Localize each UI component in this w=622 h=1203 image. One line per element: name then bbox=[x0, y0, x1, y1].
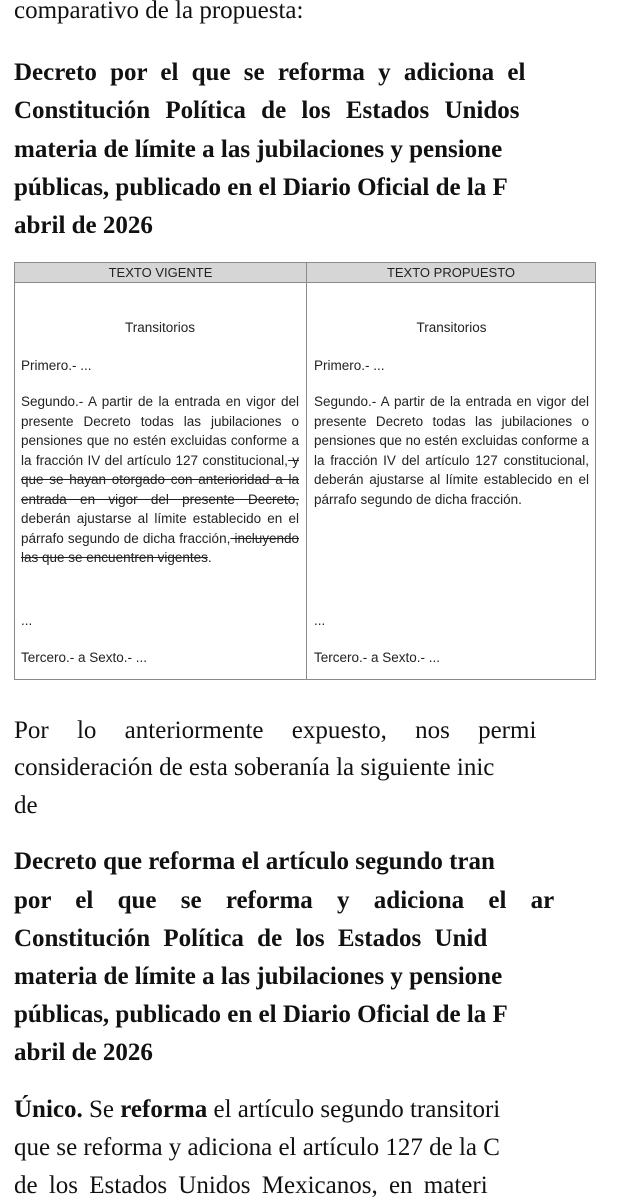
unico-bold: reforma bbox=[120, 1096, 208, 1123]
table-header-row bbox=[15, 263, 595, 283]
left-segundo-struck: incluyendo las que se encuentren vigentes bbox=[21, 530, 299, 565]
paragraph-1-line: Por lo anteriormente expuesto, nos permi bbox=[14, 717, 537, 744]
left-segundo bbox=[21, 392, 299, 568]
right-ellipsis: ... bbox=[314, 613, 326, 628]
intro-text: comparativo de la propuesta: bbox=[14, 0, 304, 24]
left-segundo-text: deberán ajustarse al límite establecido en el párrafo segundo de dicha fracción, bbox=[21, 511, 299, 546]
decree-title-2-line: Constitución Política de los Estados Unid bbox=[14, 925, 488, 952]
decree-title-2-line: materia de límite a las jubilaciones y pensione bbox=[14, 963, 503, 990]
left-segundo-text: . bbox=[207, 550, 212, 565]
decree-title-1-line: públicas, publicado en el Diario Oficial de la F bbox=[14, 174, 508, 201]
right-heading: Transitorios bbox=[416, 320, 487, 335]
decree-title-2-line: Decreto que reforma el artículo segundo tran bbox=[14, 848, 495, 875]
left-segundo-text: Segundo.- A partir de la entrada en vigor del presente Decreto todas las jubilaciones o pensiones que no estén excluidas conforme a la fracción IV del artículo 127 constitucional, bbox=[21, 394, 299, 468]
column-divider bbox=[306, 263, 307, 679]
header-texto-propuesto: TEXTO PROPUESTO bbox=[386, 265, 516, 280]
left-segundo-struck: y que se hayan otorgado con anterioridad a la entrada en vigor del presente Decreto, bbox=[21, 452, 299, 507]
decree-title-1-line: Decreto por el que se reforma y adiciona el bbox=[14, 59, 526, 86]
comparison-table bbox=[14, 262, 596, 680]
paragraph-1-line: de bbox=[14, 792, 38, 819]
unico-line bbox=[14, 1093, 500, 1127]
right-tercero: Tercero.- a Sexto.- ... bbox=[314, 650, 441, 665]
unico-text: el artículo segundo transitori bbox=[207, 1096, 501, 1123]
left-tercero: Tercero.- a Sexto.- ... bbox=[21, 650, 148, 665]
unico-label: Único. bbox=[14, 1096, 83, 1123]
header-texto-vigente: TEXTO VIGENTE bbox=[108, 265, 213, 280]
unico-line: de los Estados Unidos Mexicanos, en materi bbox=[14, 1172, 488, 1199]
right-segundo: Segundo.- A partir de la entrada en vigor del presente Decreto todas las jubilaciones o pensiones que no estén excluidas conforme a la fracción IV del artículo 127 constitucional, deberán ajustarse al límite establecido en el párrafo segundo de dicha fracción. bbox=[314, 394, 589, 507]
left-primero: Primero.- ... bbox=[21, 358, 92, 373]
right-primero: Primero.- ... bbox=[314, 358, 385, 373]
paragraph-1-line: consideración de esta soberanía la siguiente inic bbox=[14, 754, 495, 781]
decree-title-1-line: Constitución Política de los Estados Unidos bbox=[14, 97, 520, 124]
left-ellipsis: ... bbox=[21, 613, 33, 628]
decree-title-2-line: abril de 2026 bbox=[14, 1039, 153, 1066]
decree-title-2-line: públicas, publicado en el Diario Oficial de la F bbox=[14, 1001, 508, 1028]
decree-title-2-line: por el que se reforma y adiciona el ar bbox=[14, 887, 555, 914]
left-heading: Transitorios bbox=[124, 320, 196, 335]
unico-text: Se bbox=[82, 1096, 121, 1123]
decree-title-1-line: materia de límite a las jubilaciones y pensione bbox=[14, 136, 503, 163]
unico-line: que se reforma y adiciona el artículo 127 de la C bbox=[14, 1134, 500, 1161]
decree-title-1-line: abril de 2026 bbox=[14, 212, 153, 239]
